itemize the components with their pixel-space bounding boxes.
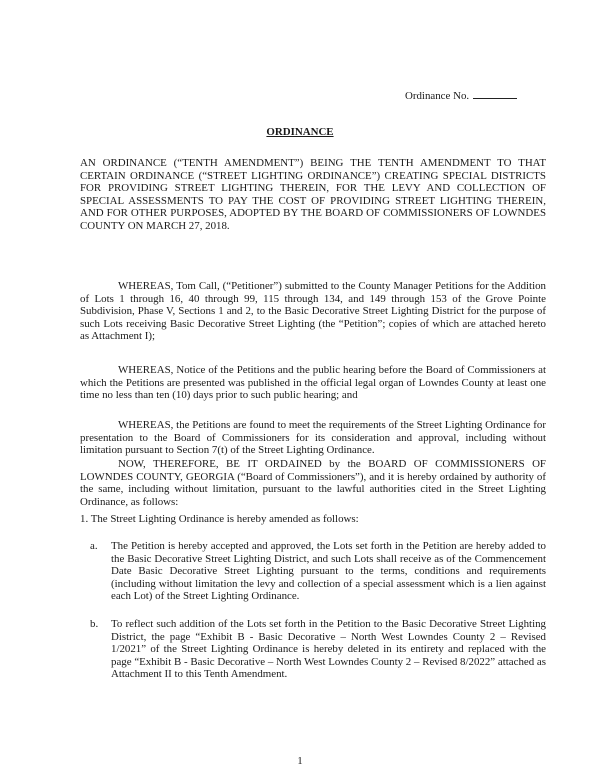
- list-subitem-b: [90, 618, 546, 681]
- list-item-1: 1. The Street Lighting Ordinance is hereby amended as follows:: [80, 513, 359, 525]
- preamble: AN ORDINANCE (“TENTH AMENDMENT”) BEING THE TENTH AMENDMENT TO THAT CERTAIN ORDINANCE (“STREET LIGHTING ORDINANCE”) CREATING SPECIAL DISTRICTS FOR PROVIDING STREET LIGHTING THEREIN, FOR THE LEVY AND COLLECTION OF SPECIAL ASSESSMENTS TO PAY THE COST OF PROVIDING STREET LIGHTING THEREIN, AND FOR OTHER PURPOSES, ADOPTED BY THE BOARD OF COMMISSIONERS OF LOWNDES COUNTY ON MARCH 27, 2018.: [80, 157, 546, 232]
- ordinance-number-blank: [473, 89, 517, 99]
- whereas-paragraph-3: WHEREAS, the Petitions are found to meet the requirements of the Street Lighting Ordinance for presentation to the Board of Commissioners for its consideration and approval, including without limitation pursuant to Section 7(t) of the Street Lighting Ordinance.: [80, 419, 546, 457]
- subitem-text: To reflect such addition of the Lots set forth in the Petition to the Basic Decorative Street Lighting District, the page “Exhibit B - Basic Decorative – North West Lowndes County 2 – Revised 1/2021” of the Street Lighting Ordinance is hereby deleted in its entirety and replaced with the page “Exhibit B - Basic Decorative – North West Lowndes County 2 – Revised 8/2022” attached as Attachment II to this Tenth Amendment.: [111, 618, 546, 681]
- ordinance-number: [405, 89, 517, 103]
- subitem-label: a.: [90, 540, 98, 552]
- subitem-text: The Petition is hereby accepted and approved, the Lots set forth in the Petition are hereby added to the Basic Decorative Street Lighting District, and such Lots shall receive as of the Commencement Date Basic Decorative Street Lighting pursuant to the terms, conditions and requirements (including without limitation the levy and collection of a special assessment which is a lien against each Lot) of the Street Lighting Ordinance.: [111, 540, 546, 603]
- ordained-paragraph: NOW, THEREFORE, BE IT ORDAINED by the BOARD OF COMMISSIONERS OF LOWNDES COUNTY, GEORGIA (“Board of Commissioners”), and it is hereby ordained by authority of the same, including without limitation, pursuant to the lawful authorities cited in the Street Lighting Ordinance, as follows:: [80, 458, 546, 508]
- whereas-paragraph-1: WHEREAS, Tom Call, (“Petitioner”) submitted to the County Manager Petitions for the Addition of Lots 1 through 16, 40 through 99, 115 through 134, and 149 through 153 of the Grove Pointe Subdivision, Phase V, Sections 1 and 2, to the Basic Decorative Street Lighting District for the purpose of such Lots receiving Basic Decorative Street Lighting (the “Petition”; copies of which are attached hereto as Attachment I);: [80, 280, 546, 343]
- list-subitem-a: [90, 540, 546, 603]
- ordinance-number-label: Ordinance No.: [405, 90, 470, 102]
- subitem-label: b.: [90, 618, 99, 630]
- document-title: ORDINANCE: [266, 126, 334, 138]
- whereas-paragraph-2: WHEREAS, Notice of the Petitions and the public hearing before the Board of Commissioners at which the Petitions are presented was published in the official legal organ of Lowndes County at least one time no less than ten (10) days prior to such public hearing; and: [80, 364, 546, 402]
- page-number: 1: [297, 755, 303, 767]
